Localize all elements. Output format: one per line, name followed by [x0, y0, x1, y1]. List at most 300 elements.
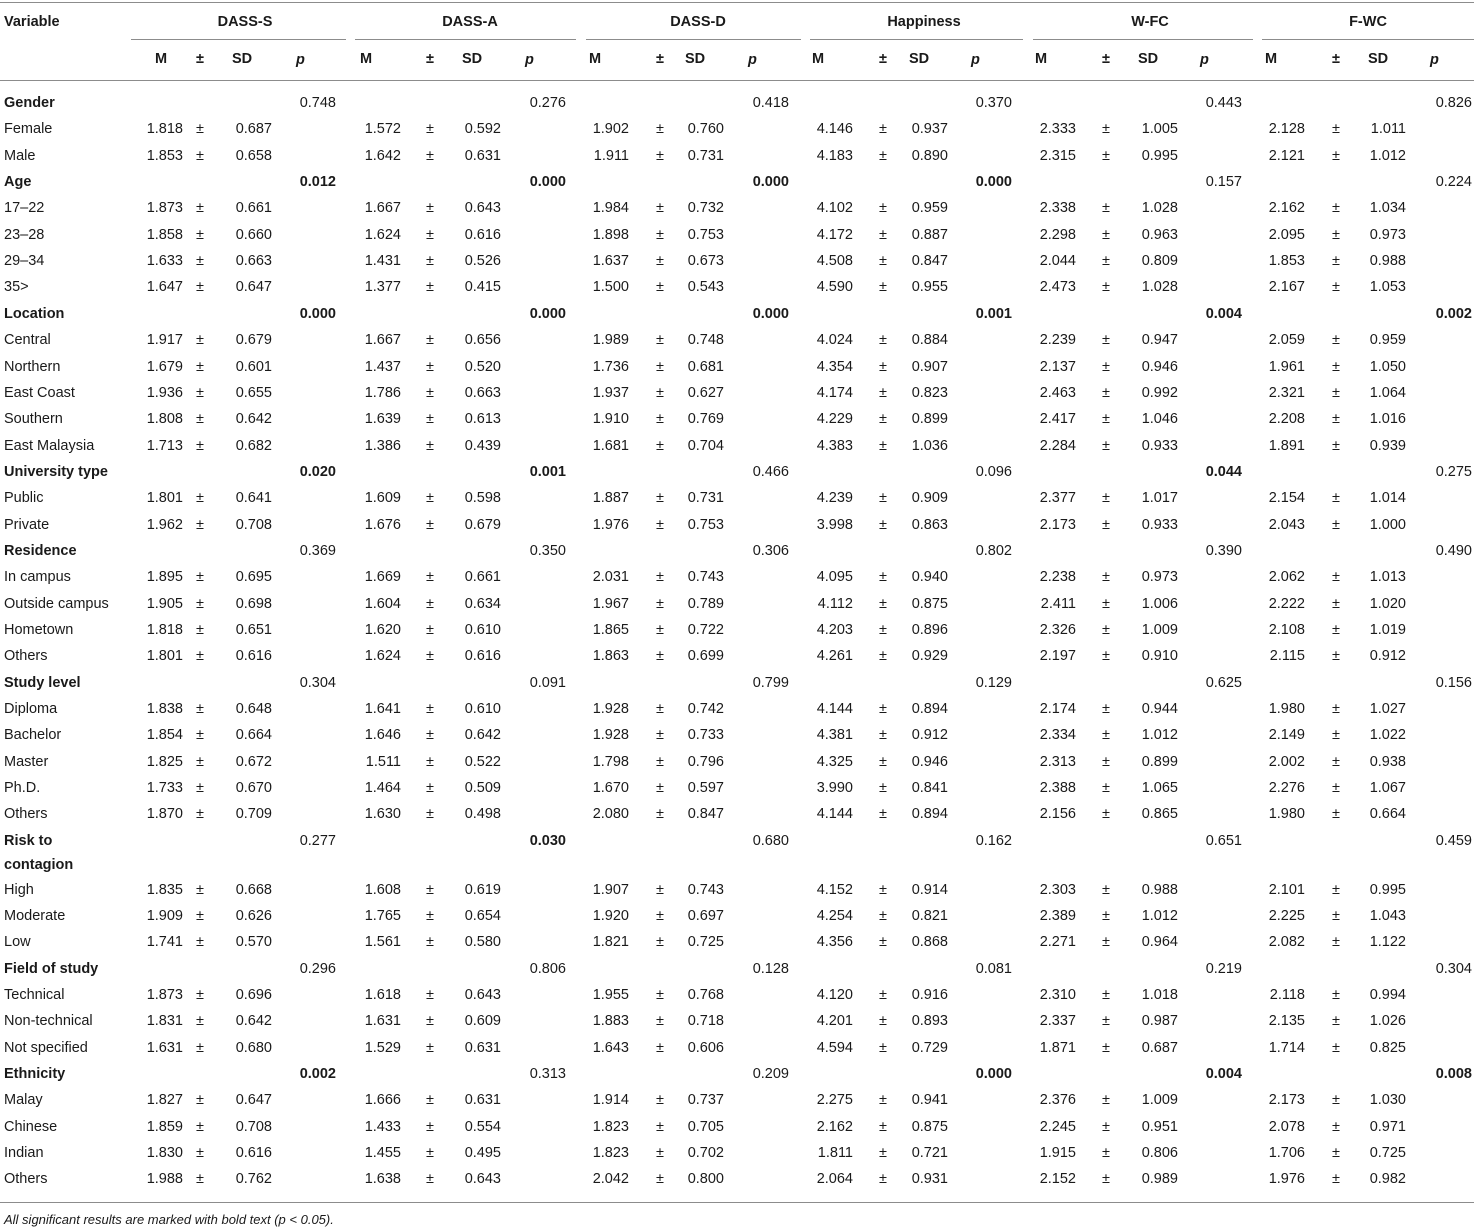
mean-value: 1.863 [592, 648, 629, 665]
plusminus-sign: ± [1102, 986, 1110, 1003]
mean-value: 4.144 [816, 806, 853, 823]
mean-value: 1.914 [592, 1092, 629, 1109]
mean-value: 1.646 [364, 727, 401, 744]
mean-value: 1.713 [146, 437, 183, 454]
mean-value: 1.895 [146, 569, 183, 586]
plusminus-sign: ± [879, 622, 887, 638]
p-value: 0.000 [975, 174, 1012, 191]
mean-value: 2.303 [1039, 881, 1076, 898]
sd-value: 0.944 [1141, 701, 1178, 718]
mean-value: 2.473 [1039, 279, 1076, 296]
mean-value: 2.156 [1039, 806, 1076, 823]
mean-value: 4.383 [816, 437, 853, 454]
sd-value: 0.875 [911, 1118, 948, 1135]
plusminus-sign: ± [656, 1171, 664, 1188]
sd-value: 0.642 [464, 727, 501, 744]
plusminus-sign: ± [879, 881, 887, 898]
subheader-mean: M [1035, 51, 1048, 67]
sd-value: 0.946 [911, 753, 948, 770]
mean-value: 1.976 [592, 516, 629, 533]
sd-value: 1.043 [1369, 907, 1406, 924]
mean-value: 2.377 [1039, 490, 1076, 507]
subheader-plusminus: ± [1102, 51, 1110, 67]
sd-value: 0.940 [911, 569, 948, 586]
sd-value: 0.597 [687, 780, 724, 797]
row-label: East Coast [4, 384, 75, 401]
p-value: 0.224 [1435, 174, 1472, 191]
p-value: 0.000 [975, 1065, 1012, 1082]
subheader-plusminus: ± [196, 51, 204, 67]
sd-value: 0.884 [911, 332, 948, 349]
sd-value: 0.933 [1141, 516, 1178, 533]
sd-value: 0.682 [235, 437, 272, 454]
sd-value: 1.067 [1369, 780, 1406, 797]
sd-value: 0.894 [911, 701, 948, 718]
mean-value: 1.631 [146, 1039, 183, 1056]
plusminus-sign: ± [426, 780, 434, 797]
mean-value: 1.377 [364, 279, 401, 296]
mean-value: 4.356 [816, 934, 853, 951]
plusminus-sign: ± [1102, 200, 1110, 217]
p-value: 0.000 [299, 305, 336, 322]
mean-value: 4.172 [816, 226, 853, 243]
sd-value: 0.613 [464, 411, 501, 428]
sd-value: 0.687 [1141, 1039, 1178, 1056]
mean-value: 1.910 [592, 411, 629, 428]
p-value: 0.091 [529, 674, 566, 691]
p-value: 0.002 [1435, 305, 1472, 322]
sd-value: 0.762 [235, 1171, 272, 1188]
sd-value: 0.661 [235, 200, 272, 217]
p-value: 0.002 [299, 1065, 336, 1082]
p-value: 0.370 [975, 95, 1012, 111]
sd-value: 0.796 [687, 753, 724, 770]
sd-value: 0.760 [687, 121, 724, 138]
plusminus-sign: ± [879, 648, 887, 665]
plusminus-sign: ± [656, 279, 664, 296]
mean-value: 1.386 [364, 437, 401, 454]
sd-value: 1.016 [1369, 411, 1406, 428]
column-group-header: Happiness [887, 14, 961, 30]
plusminus-sign: ± [656, 147, 664, 164]
plusminus-sign: ± [879, 279, 887, 296]
sd-value: 0.495 [464, 1145, 501, 1162]
mean-value: 1.853 [1268, 253, 1305, 270]
plusminus-sign: ± [1102, 881, 1110, 898]
mean-value: 1.455 [364, 1145, 401, 1162]
sd-value: 1.011 [1370, 121, 1406, 138]
plusminus-sign: ± [426, 648, 434, 665]
mean-value: 1.962 [146, 516, 183, 533]
plusminus-sign: ± [1102, 569, 1110, 586]
sd-value: 0.992 [1141, 384, 1178, 401]
plusminus-sign: ± [1332, 490, 1340, 507]
sd-value: 0.825 [1369, 1039, 1406, 1056]
plusminus-sign: ± [196, 437, 204, 454]
sd-value: 0.909 [911, 490, 948, 507]
p-value: 0.157 [1205, 174, 1242, 191]
sd-value: 1.030 [1369, 1092, 1406, 1109]
plusminus-sign: ± [879, 358, 887, 375]
plusminus-sign: ± [656, 780, 664, 797]
plusminus-sign: ± [1102, 253, 1110, 270]
mean-value: 1.529 [364, 1039, 401, 1056]
mean-value: 2.115 [1269, 648, 1305, 665]
mean-value: 1.937 [592, 384, 629, 401]
plusminus-sign: ± [656, 1092, 664, 1109]
plusminus-sign: ± [1332, 753, 1340, 770]
plusminus-sign: ± [196, 780, 204, 797]
plusminus-sign: ± [1332, 437, 1340, 454]
sd-value: 0.955 [911, 279, 948, 296]
mean-value: 1.676 [364, 516, 401, 533]
plusminus-sign: ± [196, 907, 204, 924]
mean-value: 2.337 [1039, 1013, 1076, 1030]
plusminus-sign: ± [1102, 907, 1110, 924]
plusminus-sign: ± [656, 384, 664, 401]
plusminus-sign: ± [1332, 986, 1340, 1003]
mean-value: 2.101 [1268, 881, 1305, 898]
mean-value: 2.082 [1268, 934, 1305, 951]
plusminus-sign: ± [1102, 701, 1110, 718]
sd-value: 0.619 [464, 881, 501, 898]
plusminus-sign: ± [196, 411, 204, 428]
plusminus-sign: ± [656, 437, 664, 454]
p-value: 0.020 [299, 463, 336, 480]
row-label: Non-technical [4, 1013, 93, 1030]
sd-value: 0.929 [911, 648, 948, 665]
sd-value: 0.823 [911, 384, 948, 401]
sd-value: 1.046 [1141, 411, 1178, 428]
plusminus-sign: ± [1102, 332, 1110, 349]
mean-value: 1.936 [146, 384, 183, 401]
plusminus-sign: ± [196, 490, 204, 507]
plusminus-sign: ± [1332, 727, 1340, 744]
mean-value: 1.870 [146, 806, 183, 823]
mean-value: 1.976 [1268, 1171, 1305, 1188]
plusminus-sign: ± [1102, 384, 1110, 401]
plusminus-sign: ± [879, 907, 887, 924]
mean-value: 2.245 [1039, 1118, 1076, 1135]
plusminus-sign: ± [879, 569, 887, 586]
plusminus-sign: ± [1102, 147, 1110, 164]
subheader-p: p [296, 52, 305, 68]
sd-value: 0.631 [464, 1039, 501, 1056]
plusminus-sign: ± [196, 384, 204, 401]
plusminus-sign: ± [426, 1039, 434, 1056]
sd-value: 0.664 [235, 727, 272, 744]
mean-value: 1.433 [364, 1118, 401, 1135]
plusminus-sign: ± [656, 516, 664, 533]
mean-value: 1.630 [364, 806, 401, 823]
sd-value: 0.641 [235, 490, 272, 507]
row-label: 29–34 [4, 253, 45, 270]
p-value: 0.000 [752, 305, 789, 322]
plusminus-sign: ± [1332, 595, 1340, 612]
sd-value: 0.988 [1369, 253, 1406, 270]
sd-value: 0.748 [687, 332, 724, 349]
sd-value: 0.894 [911, 806, 948, 823]
plusminus-sign: ± [426, 881, 434, 898]
row-label: Outside campus [4, 595, 109, 612]
p-value: 0.625 [1205, 674, 1242, 691]
sd-value: 0.731 [687, 490, 724, 507]
section-label: Location [4, 305, 65, 322]
sd-value: 0.964 [1141, 934, 1178, 951]
mean-value: 1.838 [146, 701, 183, 718]
row-label: Public [4, 490, 44, 507]
sd-value: 0.601 [235, 358, 272, 375]
p-value: 0.390 [1205, 542, 1242, 559]
p-value: 0.276 [529, 95, 566, 111]
sd-value: 0.809 [1141, 253, 1178, 270]
sd-value: 0.642 [235, 411, 272, 428]
sd-value: 0.673 [687, 253, 724, 270]
sd-value: 0.498 [464, 806, 501, 823]
plusminus-sign: ± [426, 1092, 434, 1109]
plusminus-sign: ± [879, 780, 887, 797]
sd-value: 0.994 [1369, 986, 1406, 1003]
plusminus-sign: ± [196, 358, 204, 375]
mean-value: 1.808 [146, 411, 183, 428]
sd-value: 0.679 [235, 332, 272, 349]
mean-value: 2.152 [1039, 1171, 1076, 1188]
mean-value: 2.315 [1039, 147, 1076, 164]
p-value: 0.459 [1435, 832, 1472, 849]
plusminus-sign: ± [879, 1171, 887, 1188]
row-label: Indian [4, 1145, 44, 1162]
plusminus-sign: ± [879, 701, 887, 718]
plusminus-sign: ± [1332, 907, 1340, 924]
plusminus-sign: ± [879, 253, 887, 270]
plusminus-sign: ± [426, 1171, 434, 1188]
sd-value: 0.647 [235, 1092, 272, 1109]
mean-value: 2.388 [1039, 780, 1076, 797]
plusminus-sign: ± [1332, 147, 1340, 164]
row-label: Private [4, 516, 50, 533]
sd-value: 1.027 [1369, 701, 1406, 718]
plusminus-sign: ± [426, 253, 434, 270]
mean-value: 1.706 [1268, 1145, 1305, 1162]
sd-value: 0.570 [235, 934, 272, 951]
mean-value: 1.633 [146, 253, 183, 270]
plusminus-sign: ± [656, 986, 664, 1003]
mean-value: 1.624 [364, 226, 401, 243]
mean-value: 1.669 [364, 569, 401, 586]
plusminus-sign: ± [196, 279, 204, 296]
sd-value: 0.941 [911, 1092, 948, 1109]
column-group-underline [1262, 39, 1474, 40]
sd-value: 0.947 [1141, 332, 1178, 349]
mean-value: 2.313 [1039, 753, 1076, 770]
sd-value: 0.610 [464, 701, 501, 718]
plusminus-sign: ± [656, 1118, 664, 1135]
subheader-sd: SD [462, 51, 483, 67]
mean-value: 2.128 [1268, 121, 1305, 138]
p-value: 0.004 [1205, 1065, 1242, 1082]
row-label: Not specified [4, 1039, 88, 1056]
plusminus-sign: ± [879, 1039, 887, 1056]
mean-value: 2.225 [1268, 907, 1305, 924]
sd-value: 0.987 [1141, 1013, 1178, 1030]
mean-value: 1.801 [146, 490, 183, 507]
plusminus-sign: ± [1102, 516, 1110, 533]
plusminus-sign: ± [1102, 1013, 1110, 1030]
subheader-sd: SD [232, 51, 253, 67]
row-label: Hometown [4, 622, 74, 638]
sd-value: 0.509 [464, 780, 501, 797]
sd-value: 0.664 [1369, 806, 1406, 823]
plusminus-sign: ± [426, 332, 434, 349]
mean-value: 4.112 [817, 595, 853, 612]
sd-value: 0.668 [235, 881, 272, 898]
row-label: High [4, 881, 34, 898]
sd-value: 0.737 [687, 1092, 724, 1109]
sd-value: 0.702 [687, 1145, 724, 1162]
p-value: 0.096 [975, 463, 1012, 480]
mean-value: 2.275 [816, 1092, 853, 1109]
subheader-sd: SD [685, 51, 706, 67]
plusminus-sign: ± [1102, 1092, 1110, 1109]
plusminus-sign: ± [426, 200, 434, 217]
mean-value: 4.024 [816, 332, 853, 349]
mean-value: 1.765 [364, 907, 401, 924]
mean-value: 4.203 [816, 622, 853, 638]
mean-value: 1.961 [1268, 358, 1305, 375]
mean-value: 1.786 [364, 384, 401, 401]
mean-value: 1.641 [364, 701, 401, 718]
sd-value: 0.609 [464, 1013, 501, 1030]
p-value: 0.156 [1435, 674, 1472, 691]
row-label: Malay [4, 1092, 43, 1109]
mean-value: 2.417 [1039, 411, 1076, 428]
mean-value: 2.149 [1268, 727, 1305, 744]
sd-value: 0.769 [687, 411, 724, 428]
sd-value: 0.912 [911, 727, 948, 744]
sd-value: 0.663 [235, 253, 272, 270]
plusminus-sign: ± [656, 701, 664, 718]
row-label: Male [4, 147, 36, 164]
mean-value: 1.733 [146, 780, 183, 797]
subheader-mean: M [812, 51, 825, 67]
sd-value: 0.631 [464, 1092, 501, 1109]
mean-value: 1.980 [1268, 701, 1305, 718]
mean-value: 1.670 [592, 780, 629, 797]
sd-value: 0.971 [1369, 1118, 1406, 1135]
mean-value: 1.714 [1268, 1039, 1305, 1056]
column-group-header: DASS-S [217, 14, 273, 30]
plusminus-sign: ± [1332, 701, 1340, 718]
plusminus-sign: ± [426, 595, 434, 612]
mean-value: 1.989 [592, 332, 629, 349]
mean-value: 1.666 [364, 1092, 401, 1109]
plusminus-sign: ± [426, 1118, 434, 1135]
sd-value: 1.014 [1369, 490, 1406, 507]
mean-value: 1.604 [364, 595, 401, 612]
p-value: 0.030 [529, 832, 566, 849]
sd-value: 1.012 [1141, 727, 1178, 744]
sd-value: 0.580 [464, 934, 501, 951]
sd-value: 0.679 [464, 516, 501, 533]
plusminus-sign: ± [1332, 332, 1340, 349]
plusminus-sign: ± [656, 727, 664, 744]
sd-value: 0.863 [911, 516, 948, 533]
plusminus-sign: ± [1102, 1145, 1110, 1162]
sd-value: 0.554 [464, 1118, 501, 1135]
column-group-underline [810, 39, 1023, 40]
sd-value: 0.753 [687, 516, 724, 533]
row-label: Central [4, 332, 51, 349]
p-value: 0.296 [299, 960, 336, 977]
plusminus-sign: ± [879, 595, 887, 612]
sd-value: 0.821 [911, 907, 948, 924]
sd-value: 0.643 [464, 986, 501, 1003]
mean-value: 1.821 [592, 934, 629, 951]
sd-value: 0.681 [687, 358, 724, 375]
mean-value: 1.859 [146, 1118, 183, 1135]
row-label: Moderate [4, 907, 66, 924]
mean-value: 1.988 [146, 1171, 183, 1188]
plusminus-sign: ± [196, 1145, 204, 1162]
plusminus-sign: ± [196, 147, 204, 164]
mean-value: 4.239 [816, 490, 853, 507]
plusminus-sign: ± [1332, 253, 1340, 270]
sd-value: 1.036 [911, 437, 948, 454]
sd-value: 0.651 [235, 622, 272, 638]
plusminus-sign: ± [1102, 1171, 1110, 1188]
p-value: 0.651 [1205, 832, 1242, 849]
row-label: 23–28 [4, 226, 45, 243]
sd-value: 0.868 [911, 934, 948, 951]
plusminus-sign: ± [656, 806, 664, 823]
mean-value: 1.853 [146, 147, 183, 164]
sd-value: 1.122 [1369, 934, 1406, 951]
sd-value: 1.019 [1369, 622, 1406, 638]
mean-value: 2.162 [816, 1118, 853, 1135]
sd-value: 0.592 [464, 121, 501, 138]
sd-value: 1.028 [1141, 279, 1178, 296]
p-value: 0.012 [299, 174, 336, 191]
subheader-p: p [748, 52, 757, 68]
sd-value: 0.890 [911, 147, 948, 164]
plusminus-sign: ± [426, 411, 434, 428]
plusminus-sign: ± [1102, 279, 1110, 296]
mean-value: 1.818 [146, 622, 183, 638]
subheader-p: p [971, 52, 980, 68]
plusminus-sign: ± [426, 516, 434, 533]
mean-value: 4.144 [816, 701, 853, 718]
sd-value: 0.931 [911, 1171, 948, 1188]
plusminus-sign: ± [196, 1013, 204, 1030]
p-value: 0.802 [975, 542, 1012, 559]
mean-value: 2.238 [1039, 569, 1076, 586]
sd-value: 0.768 [687, 986, 724, 1003]
mean-value: 1.858 [146, 226, 183, 243]
plusminus-sign: ± [426, 806, 434, 823]
sd-value: 0.951 [1141, 1118, 1178, 1135]
mean-value: 2.031 [592, 569, 629, 586]
row-label: In campus [4, 569, 71, 586]
plusminus-sign: ± [879, 1013, 887, 1030]
plusminus-sign: ± [656, 595, 664, 612]
mean-value: 1.801 [146, 648, 183, 665]
mean-value: 1.464 [364, 780, 401, 797]
p-value: 0.304 [299, 674, 336, 691]
row-label: Diploma [4, 701, 58, 718]
sd-value: 0.742 [687, 701, 724, 718]
plusminus-sign: ± [1332, 358, 1340, 375]
mean-value: 1.823 [592, 1145, 629, 1162]
